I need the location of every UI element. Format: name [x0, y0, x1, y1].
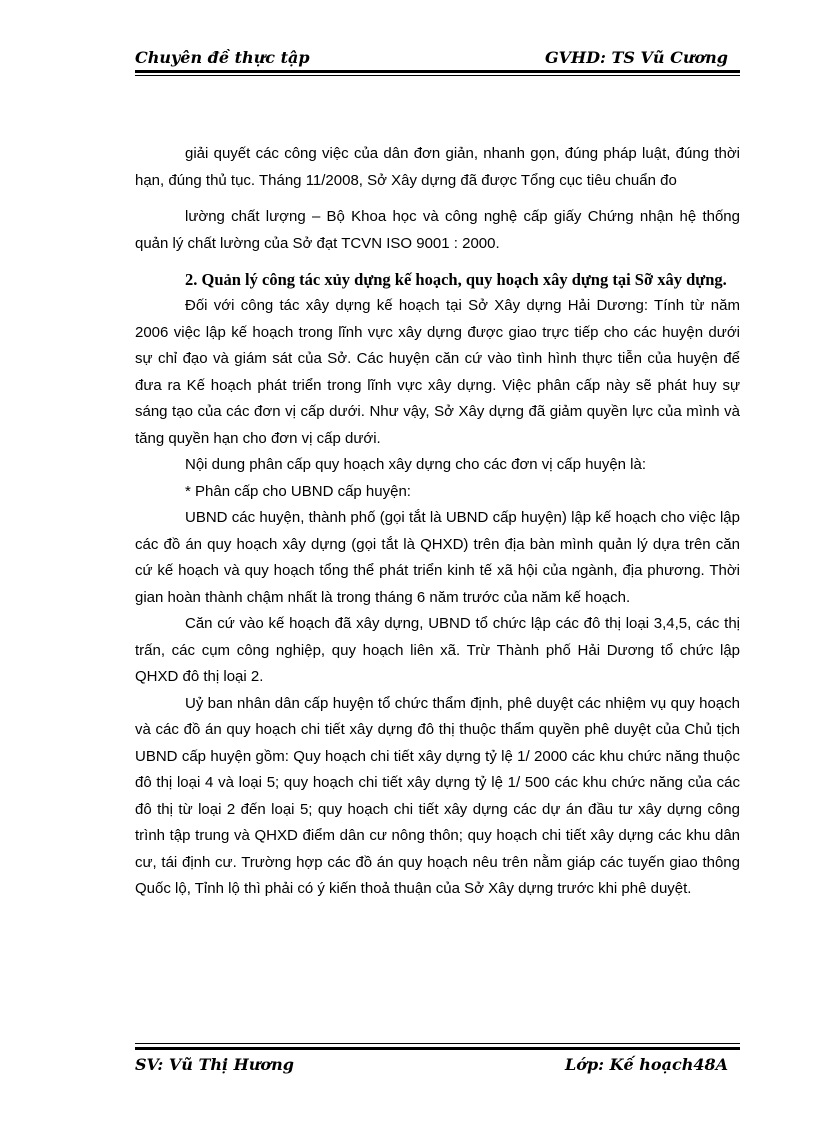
paragraph-8: Uỷ ban nhân dân cấp huyện tổ chức thẩm định, phê duyệt các nhiệm vụ quy hoạch và các đồ án quy hoạch chi tiết xây dựng đô thị thuộc thẩm quyền phê duyệt của Chủ tịch UBND cấp huyện gồm: Quy hoạch chi tiết xây dựng tỷ lệ 1/ 2000 các khu chức năng thuộc đô thị loại 4 và loại 5; quy hoạch chi tiết xây dựng tỷ lệ 1/ 500 các khu chức năng của các đô thị từ loại 2 đến loại 5; quy hoạch chi tiết xây dựng các dự án đầu tư xây dựng công trình tập trung và QHXD điểm dân cư nông thôn; quy hoạch chi tiết xây dựng các khu dân cư, tái định cư. Trường hợp các đồ án quy hoạch nêu trên nằm giáp các tuyến giao thông Quốc lộ, Tỉnh lộ thì phải có ý kiến thoả thuận của Sở Xây dựng trước khi phê duyệt. [135, 694, 740, 897]
page-footer [135, 1055, 740, 1074]
header-rule-thick [135, 70, 740, 73]
paragraph-1: giải quyết các công việc của dân đơn giản, nhanh gọn, đúng pháp luật, đúng thời hạn, đúng thủ tục. Tháng 11/2008, Sở Xây dựng đã được Tổng cục tiêu chuẩn đo [135, 145, 740, 189]
footer-rule-thick [135, 1047, 740, 1050]
paragraph-2: lường chất lượng – Bộ Khoa học và công nghệ cấp giấy Chứng nhận hệ thống quản lý chất lường của Sở đạt TCVN ISO 9001 : 2000. [135, 208, 740, 252]
footer-class-name: Lớp: Kế hoạch48A [565, 1055, 728, 1074]
paragraph-3: Đối với công tác xây dựng kế hoạch tại Sở Xây dựng Hải Dương: Tính từ năm 2006 việc lập kế hoạch trong lĩnh vực xây dựng được giao trực tiếp cho các huyện dưới sự chỉ đạo và giám sát của Sở. Các huyện căn cứ vào tình hình thực tiễn của huyện để đưa ra Kế hoạch phát triển trong lĩnh vực xây dựng. Việc phân cấp này sẽ phát huy sự sáng tạo của các đơn vị cấp dưới. Như vậy, Sở Xây dựng đã giảm quyền lực của mình và tăng quyền hạn cho đơn vị cấp dưới. [135, 297, 740, 447]
paragraph-6: UBND các huyện, thành phố (gọi tắt là UBND cấp huyện) lập kế hoạch cho việc lập các đồ án quy hoạch xây dựng (gọi tắt là QHXD) trên địa bàn mình quản lý dựa trên căn cứ kế hoạch và quy hoạch tổng thể phát triển kinh tế xã hội của ngành, địa phương. Thời gian hoàn thành chậm nhất là trong tháng 6 năm trước của năm kế hoạch. [135, 509, 740, 606]
header-advisor: GVHD: TS Vũ Cương [544, 48, 728, 67]
section-heading: 2. Quản lý công tác xủy dựng kế hoạch, quy hoạch xây dựng tại Sỡ xây dựng. [185, 270, 727, 289]
footer-student-name: SV: Vũ Thị Hương [135, 1055, 294, 1074]
page-header [135, 48, 740, 67]
page-body [135, 141, 740, 903]
paragraph-4: Nội dung phân cấp quy hoạch xây dựng cho các đơn vị cấp huyện là: [185, 456, 647, 473]
footer-rule-thin [135, 1043, 740, 1044]
paragraph-5: * Phân cấp cho UBND cấp huyện: [185, 482, 411, 500]
paragraph-7: Căn cứ vào kế hoạch đã xây dựng, UBND tổ chức lập các đô thị loại 3,4,5, các thị trấn, các cụm công nghiệp, quy hoạch liên xã. Trừ Thành phố Hải Dương tổ chức lập QHXD đô thị loại 2. [135, 615, 740, 685]
header-rule-thin [135, 75, 740, 76]
header-document-title: Chuyên đề thực tập [135, 48, 310, 67]
